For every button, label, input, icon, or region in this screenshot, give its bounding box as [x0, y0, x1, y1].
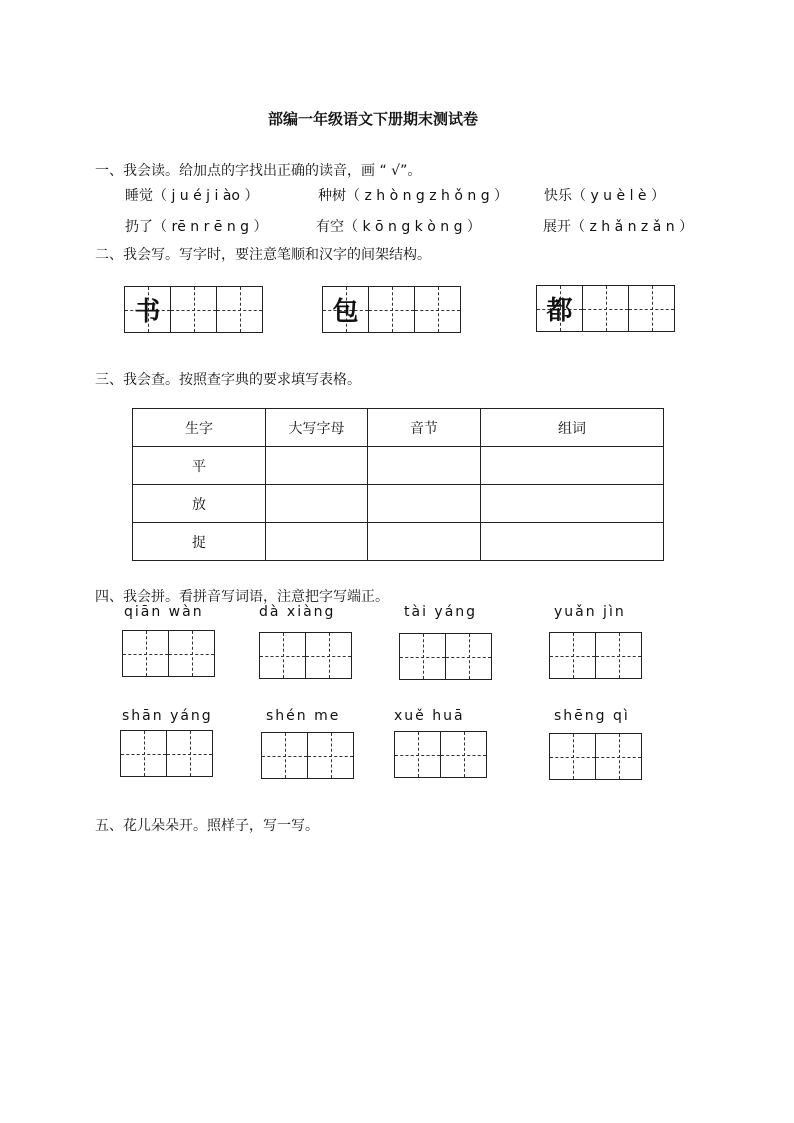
writing-cell[interactable] — [308, 733, 354, 778]
answer-cell[interactable] — [368, 523, 481, 561]
pinyin-label: tài yáng — [404, 604, 478, 620]
table-row — [133, 447, 664, 485]
writing-cell[interactable] — [217, 287, 263, 332]
writing-cell[interactable] — [596, 734, 642, 779]
section1-heading: 一、我会读。给加点的字找出正确的读音，画 “ √”。 — [95, 163, 422, 179]
word-grid — [120, 730, 213, 777]
reading-item: 种树（ z h ò n g z h ǒ n g ） — [318, 188, 509, 204]
model-character: 包 — [332, 297, 359, 327]
writing-cell[interactable] — [260, 633, 306, 678]
answer-cell[interactable] — [481, 447, 664, 485]
writing-cell[interactable] — [121, 731, 167, 776]
writing-grid — [536, 285, 675, 332]
answer-cell[interactable] — [481, 485, 664, 523]
pinyin-label: qiān wàn — [124, 604, 204, 620]
writing-cell[interactable] — [550, 734, 596, 779]
writing-grid — [124, 286, 263, 333]
table-row — [133, 523, 664, 561]
writing-cell[interactable] — [306, 633, 352, 678]
pinyin-label: shēng qì — [554, 708, 630, 724]
word-grid — [122, 630, 215, 677]
word-grid — [259, 632, 352, 679]
writing-cell[interactable] — [441, 732, 487, 777]
answer-cell[interactable] — [481, 523, 664, 561]
writing-cell[interactable] — [446, 634, 492, 679]
section4-heading: 四、我会拼。看拼音写词语，注意把字写端正。 — [95, 589, 389, 605]
writing-cell[interactable] — [369, 287, 415, 332]
character-cell: 平 — [133, 447, 266, 485]
writing-cell[interactable] — [583, 286, 629, 331]
character-cell: 放 — [133, 485, 266, 523]
writing-cell[interactable] — [171, 287, 217, 332]
word-grid — [399, 633, 492, 680]
pinyin-label: shén me — [266, 708, 341, 724]
writing-cell[interactable] — [125, 287, 171, 332]
writing-cell[interactable] — [123, 631, 169, 676]
model-character: 都 — [546, 296, 573, 326]
pinyin-label: yuǎn jìn — [554, 604, 626, 620]
reading-item: 展开（ z h ǎ n z ǎ n ） — [543, 219, 694, 235]
character-cell: 捉 — [133, 523, 266, 561]
table-header-row — [133, 409, 664, 447]
writing-cell[interactable] — [323, 287, 369, 332]
pinyin-label: dà xiàng — [259, 604, 336, 620]
writing-cell[interactable] — [550, 633, 596, 678]
writing-cell[interactable] — [400, 634, 446, 679]
dictionary-table — [132, 408, 664, 561]
word-grid — [549, 733, 642, 780]
section2-heading: 二、我会写。写字时，要注意笔顺和汉字的间架结构。 — [95, 247, 431, 263]
pinyin-label: shān yáng — [122, 708, 213, 724]
writing-cell[interactable] — [395, 732, 441, 777]
reading-item: 扔了（ rē n r ē n g ） — [125, 219, 268, 235]
writing-cell[interactable] — [415, 287, 461, 332]
reading-item: 快乐（ y u è l è ） — [544, 188, 665, 204]
column-header: 大写字母 — [266, 409, 368, 447]
table-row — [133, 485, 664, 523]
answer-cell[interactable] — [266, 523, 368, 561]
word-grid — [549, 632, 642, 679]
writing-grid — [322, 286, 461, 333]
word-grid — [394, 731, 487, 778]
page-title: 部编一年级语文下册期末测试卷 — [268, 110, 479, 128]
section5-heading: 五、花儿朵朵开。照样子，写一写。 — [95, 818, 319, 834]
model-character: 书 — [134, 297, 161, 327]
answer-cell[interactable] — [368, 447, 481, 485]
writing-cell[interactable] — [169, 631, 215, 676]
writing-cell[interactable] — [596, 633, 642, 678]
writing-cell[interactable] — [262, 733, 308, 778]
reading-item: 睡觉（ j u é j i ào ） — [125, 188, 259, 204]
pinyin-label: xuě huā — [394, 708, 465, 724]
writing-cell[interactable] — [629, 286, 675, 331]
answer-cell[interactable] — [266, 447, 368, 485]
writing-cell[interactable] — [167, 731, 213, 776]
section3-heading: 三、我会查。按照查字典的要求填写表格。 — [95, 372, 361, 388]
column-header: 组词 — [481, 409, 664, 447]
column-header: 生字 — [133, 409, 266, 447]
writing-cell[interactable] — [537, 286, 583, 331]
answer-cell[interactable] — [266, 485, 368, 523]
column-header: 音节 — [368, 409, 481, 447]
word-grid — [261, 732, 354, 779]
answer-cell[interactable] — [368, 485, 481, 523]
reading-item: 有空（ k ō n g k ò n g ） — [316, 219, 481, 235]
